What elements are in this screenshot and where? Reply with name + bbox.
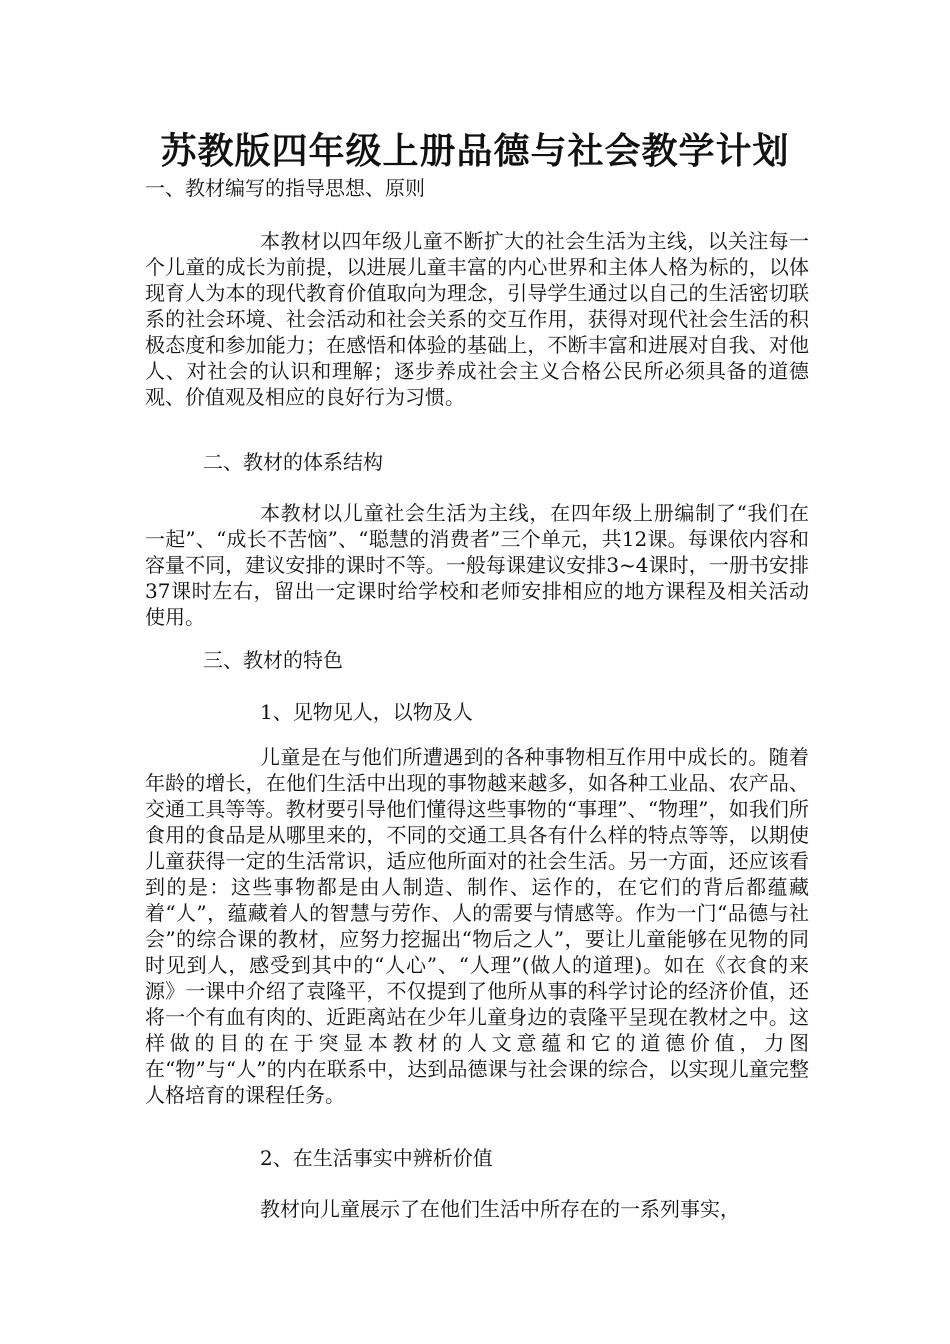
- subsection-1-heading: 1、见物见人，以物及人: [260, 700, 473, 724]
- section-1-heading: 一、教材编写的指导思想、原则: [145, 176, 425, 200]
- subsection-2-paragraph: 教材向儿童展示了在他们生活中所存在的一系列事实，: [260, 1197, 740, 1221]
- section-3-heading: 三、教材的特色: [203, 648, 343, 672]
- document-title: 苏教版四年级上册品德与社会教学计划: [160, 130, 790, 172]
- subsection-2-heading: 2、在生活事实中辨析价值: [260, 1146, 493, 1170]
- section-2-heading: 二、教材的体系结构: [203, 450, 383, 474]
- section-2-paragraph: 本教材以儿童社会生活为主线，在四年级上册编制了“我们在一起”、“成长不苦恼”、“聪慧的消费者”三个单元，共12课。每课依内容和容量不同，建议安排的课时不等。一般每课建议安排3~4课时，一册书安排37课时左右，留出一定课时给学校和老师安排相应的地方课程及相关活动使用。: [145, 501, 809, 629]
- subsection-1-paragraph: 儿童是在与他们所遭遇到的各种事物相互作用中成长的。随着年龄的增长，在他们生活中出现的事物越来越多，如各种工业品、农产品、交通工具等等。教材要引导他们懂得这些事物的“事理”、“物理”，如我们所食用的食品是从哪里来的，不同的交通工具各有什么样的特点等等，以期使儿童获得一定的生活常识，适应他所面对的社会生活。另一方面，还应该看到的是：这些事物都是由人制造、制作、运作的，在它们的背后都蕴藏着“人”，蕴藏着人的智慧与劳作、人的需要与情感等。作为一门“品德与社会”的综合课的教材，应努力挖掘出“物后之人”，要让儿童能够在见物的同时见到人，感受到其中的“人心”、“人理”(做人的道理)。如在《衣食的来源》一课中介绍了袁隆平，不仅提到了他所从事的科学讨论的经济价值，还将一个有血有肉的、近距离站在少年儿童身边的袁隆平呈现在教材之中。这样做的目的在于突显本教材的人文意蕴和它的道德价值，力图在“物”与“人”的内在联系中，达到品德课与社会课的综合，以实现儿童完整人格培育的课程任务。: [145, 745, 809, 1107]
- section-1-paragraph: 本教材以四年级儿童不断扩大的社会生活为主线，以关注每一个儿童的成长为前提，以进展儿童丰富的内心世界和主体人格为标的，以体现育人为本的现代教育价值取向为理念，引导学生通过以自己的生活密切联系的社会环境、社会活动和社会关系的交互作用，获得对现代社会生活的积极态度和参加能力；在感悟和体验的基础上，不断丰富和进展对自我、对他人、对社会的认识和理解；逐步养成社会主义合格公民所必须具备的道德观、价值观及相应的良好行为习惯。: [145, 229, 809, 409]
